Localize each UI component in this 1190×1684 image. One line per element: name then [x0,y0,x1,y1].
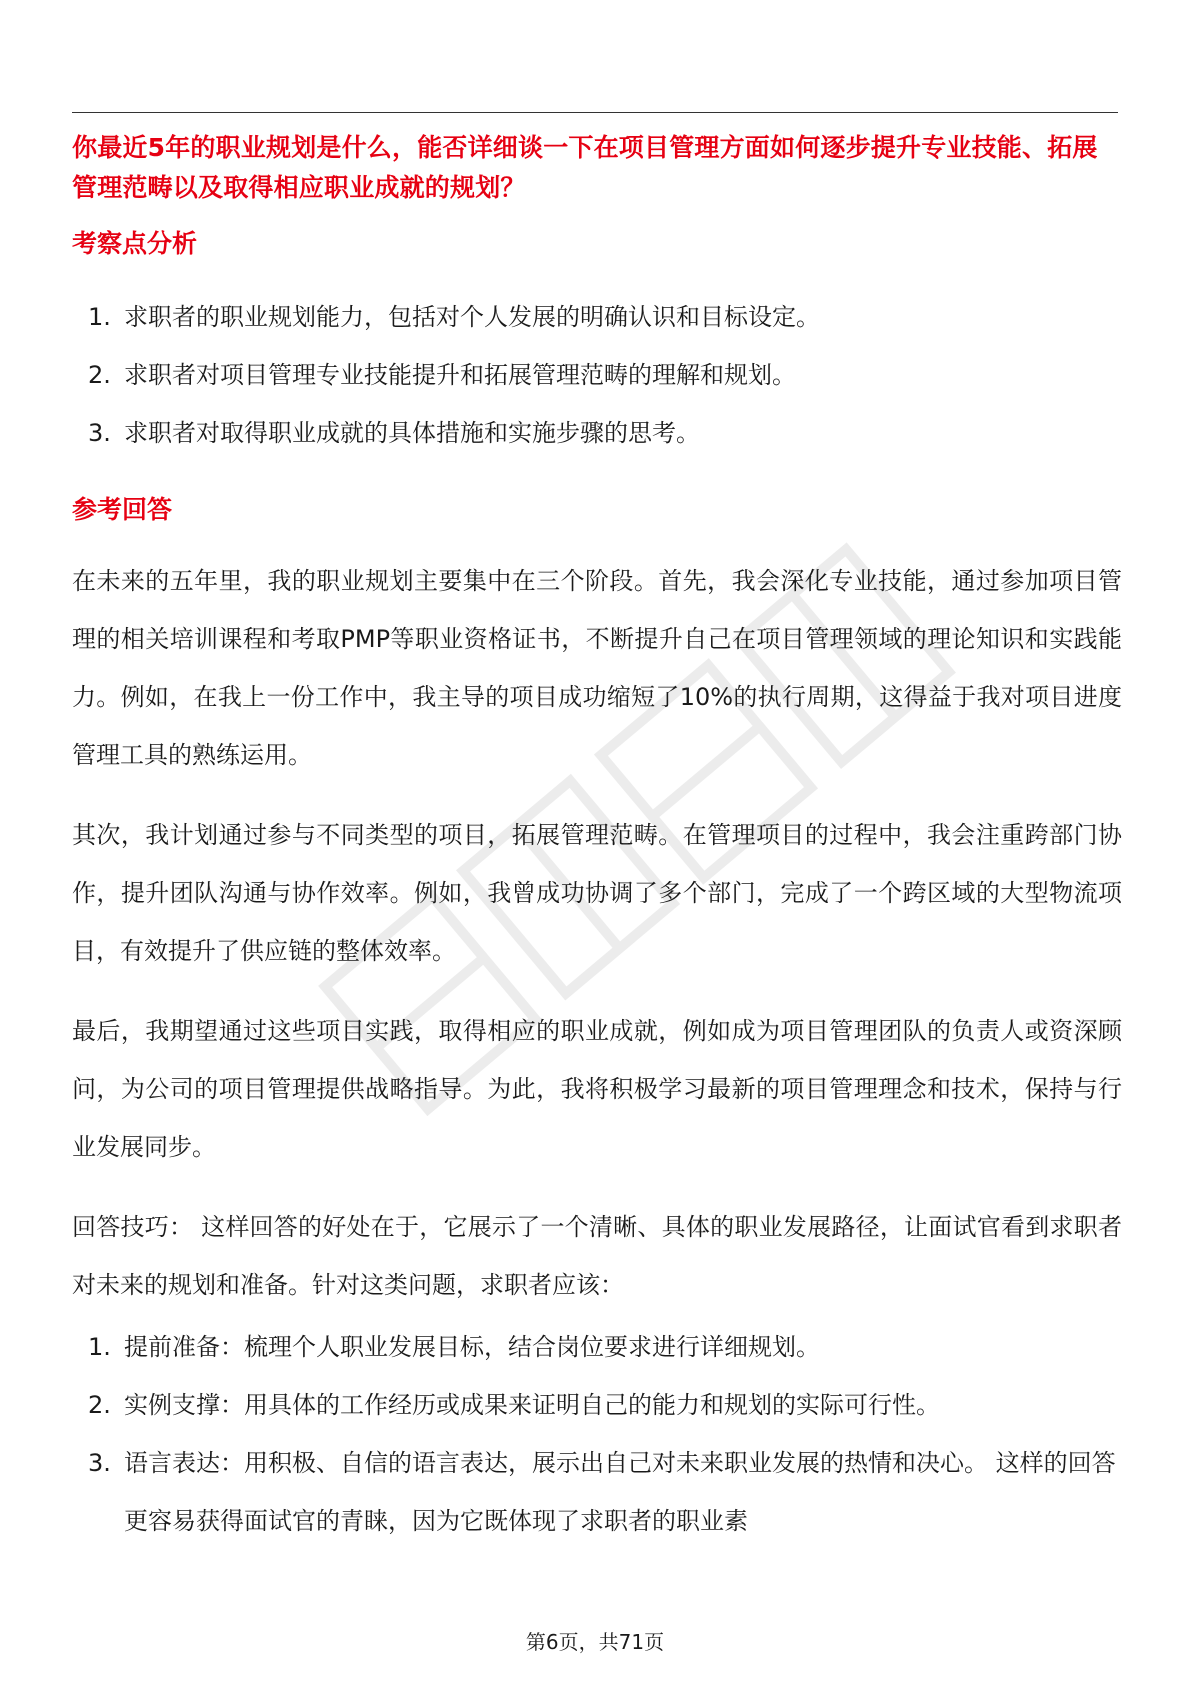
list-text: 求职者对项目管理专业技能提升和拓展管理范畴的理解和规划。 [124,361,796,389]
list-item [72,288,1122,346]
list-text: 语言表达：用积极、自信的语言表达，展示出自己对未来职业发展的热情和决心。 这样的回答更容易获得面试官的青睐，因为它既体现了求职者的职业素 [124,1449,1116,1535]
list-number: 2. [88,361,111,389]
list-text: 求职者对取得职业成就的具体措施和实施步骤的思考。 [124,419,700,447]
main-content [72,128,1122,1550]
page-number: 第6页，共71页 [525,1630,665,1654]
question-title: 你最近5年的职业规划是什么，能否详细谈一下在项目管理方面如何逐步提升专业技能、拓展管理范畴以及取得相应职业成就的规划？ [72,133,1098,202]
list-item [72,404,1122,462]
answer-paragraph: 在未来的五年里，我的职业规划主要集中在三个阶段。首先，我会深化专业技能，通过参加项目管理的相关培训课程和考取PMP等职业资格证书，不断提升自己在项目管理领域的理论知识和实践能力。例如，在我上一份工作中，我主导的项目成功缩短了10%的执行周期，这得益于我对项目进度管理工具的熟练运用。 [72,567,1122,769]
list-number: 1. [88,303,111,331]
list-item [72,1434,1122,1550]
list-item [72,346,1122,404]
answer-paragraph: 其次，我计划通过参与不同类型的项目，拓展管理范畴。在管理项目的过程中，我会注重跨部门协作，提升团队沟通与协作效率。例如，我曾成功协调了多个部门，完成了一个跨区域的大型物流项目，有效提升了供应链的整体效率。 [72,821,1122,965]
analysis-list [72,288,1122,462]
list-number: 1. [88,1333,111,1361]
tips-intro-paragraph: 回答技巧： 这样回答的好处在于，它展示了一个清晰、具体的职业发展路径，让面试官看到求职者对未来的规划和准备。针对这类问题，求职者应该： [72,1213,1122,1299]
answer-heading: 参考回答 [72,495,173,524]
analysis-heading: 考察点分析 [72,229,198,258]
list-text: 实例支撑：用具体的工作经历或成果来证明自己的能力和规划的实际可行性。 [124,1391,940,1419]
list-text: 求职者的职业规划能力，包括对个人发展的明确认识和目标设定。 [124,303,820,331]
list-item [72,1376,1122,1434]
answer-paragraph: 最后，我期望通过这些项目实践，取得相应的职业成就，例如成为项目管理团队的负责人或资深顾问，为公司的项目管理提供战略指导。为此，我将积极学习最新的项目管理理念和技术，保持与行业发展同步。 [72,1017,1122,1161]
list-number: 2. [88,1391,111,1419]
top-divider [72,112,1118,113]
tips-list [72,1318,1122,1550]
list-text: 提前准备：梳理个人职业发展目标，结合岗位要求进行详细规划。 [124,1333,820,1361]
list-number: 3. [88,1449,111,1477]
list-item [72,1318,1122,1376]
list-number: 3. [88,419,111,447]
